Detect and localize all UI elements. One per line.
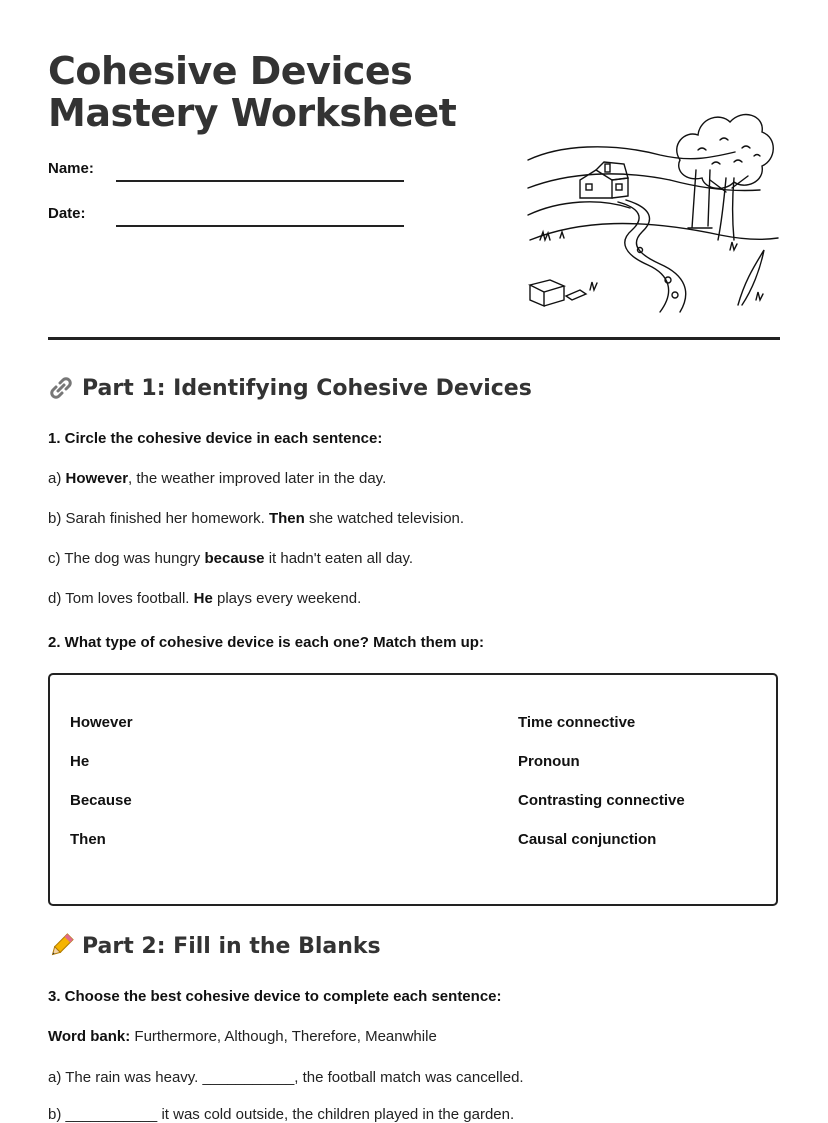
section-divider bbox=[48, 337, 780, 340]
name-line[interactable] bbox=[116, 180, 404, 182]
fill-item-b[interactable]: b) ___________ it was cold outside, the children played in the garden. bbox=[48, 1106, 515, 1123]
match-right-item[interactable]: Contrasting connective bbox=[518, 792, 685, 809]
link-icon bbox=[48, 375, 74, 401]
pencil-icon bbox=[48, 933, 74, 959]
match-right-item[interactable]: Causal conjunction bbox=[518, 831, 657, 848]
sentence-c: c) The dog was hungry because it hadn't eaten all day. bbox=[48, 550, 414, 567]
title-line-1: Cohesive Devices bbox=[48, 49, 413, 93]
date-line[interactable] bbox=[116, 225, 404, 227]
question-3: 3. Choose the best cohesive device to complete each sentence: bbox=[48, 988, 502, 1005]
name-label: Name: bbox=[48, 160, 94, 177]
sentence-a: a) However, the weather improved later in the day. bbox=[48, 470, 387, 487]
match-left-item[interactable]: However bbox=[70, 714, 133, 731]
sentence-b: b) Sarah finished her homework. Then she watched television. bbox=[48, 510, 465, 527]
match-left-item[interactable]: He bbox=[70, 753, 90, 770]
question-1: 1. Circle the cohesive device in each sentence: bbox=[48, 430, 383, 447]
worksheet-title bbox=[48, 50, 456, 134]
countryside-illustration bbox=[520, 100, 780, 315]
part2-heading: Part 2: Fill in the Blanks bbox=[48, 933, 381, 959]
match-left-item[interactable]: Then bbox=[70, 831, 106, 848]
sentence-d: d) Tom loves football. He plays every weekend. bbox=[48, 590, 362, 607]
part1-heading: Part 1: Identifying Cohesive Devices bbox=[48, 375, 532, 401]
fill-item-a[interactable]: a) The rain was heavy. ___________, the football match was cancelled. bbox=[48, 1069, 524, 1086]
match-left-item[interactable]: Because bbox=[70, 792, 132, 809]
date-label: Date: bbox=[48, 205, 86, 222]
match-right-item[interactable]: Pronoun bbox=[518, 753, 580, 770]
match-right-item[interactable]: Time connective bbox=[518, 714, 636, 731]
title-line-2: Mastery Worksheet bbox=[48, 91, 457, 135]
word-bank: Word bank: Furthermore, Although, Therefore, Meanwhile bbox=[48, 1028, 437, 1045]
matching-box bbox=[48, 673, 778, 906]
question-2: 2. What type of cohesive device is each one? Match them up: bbox=[48, 634, 484, 651]
